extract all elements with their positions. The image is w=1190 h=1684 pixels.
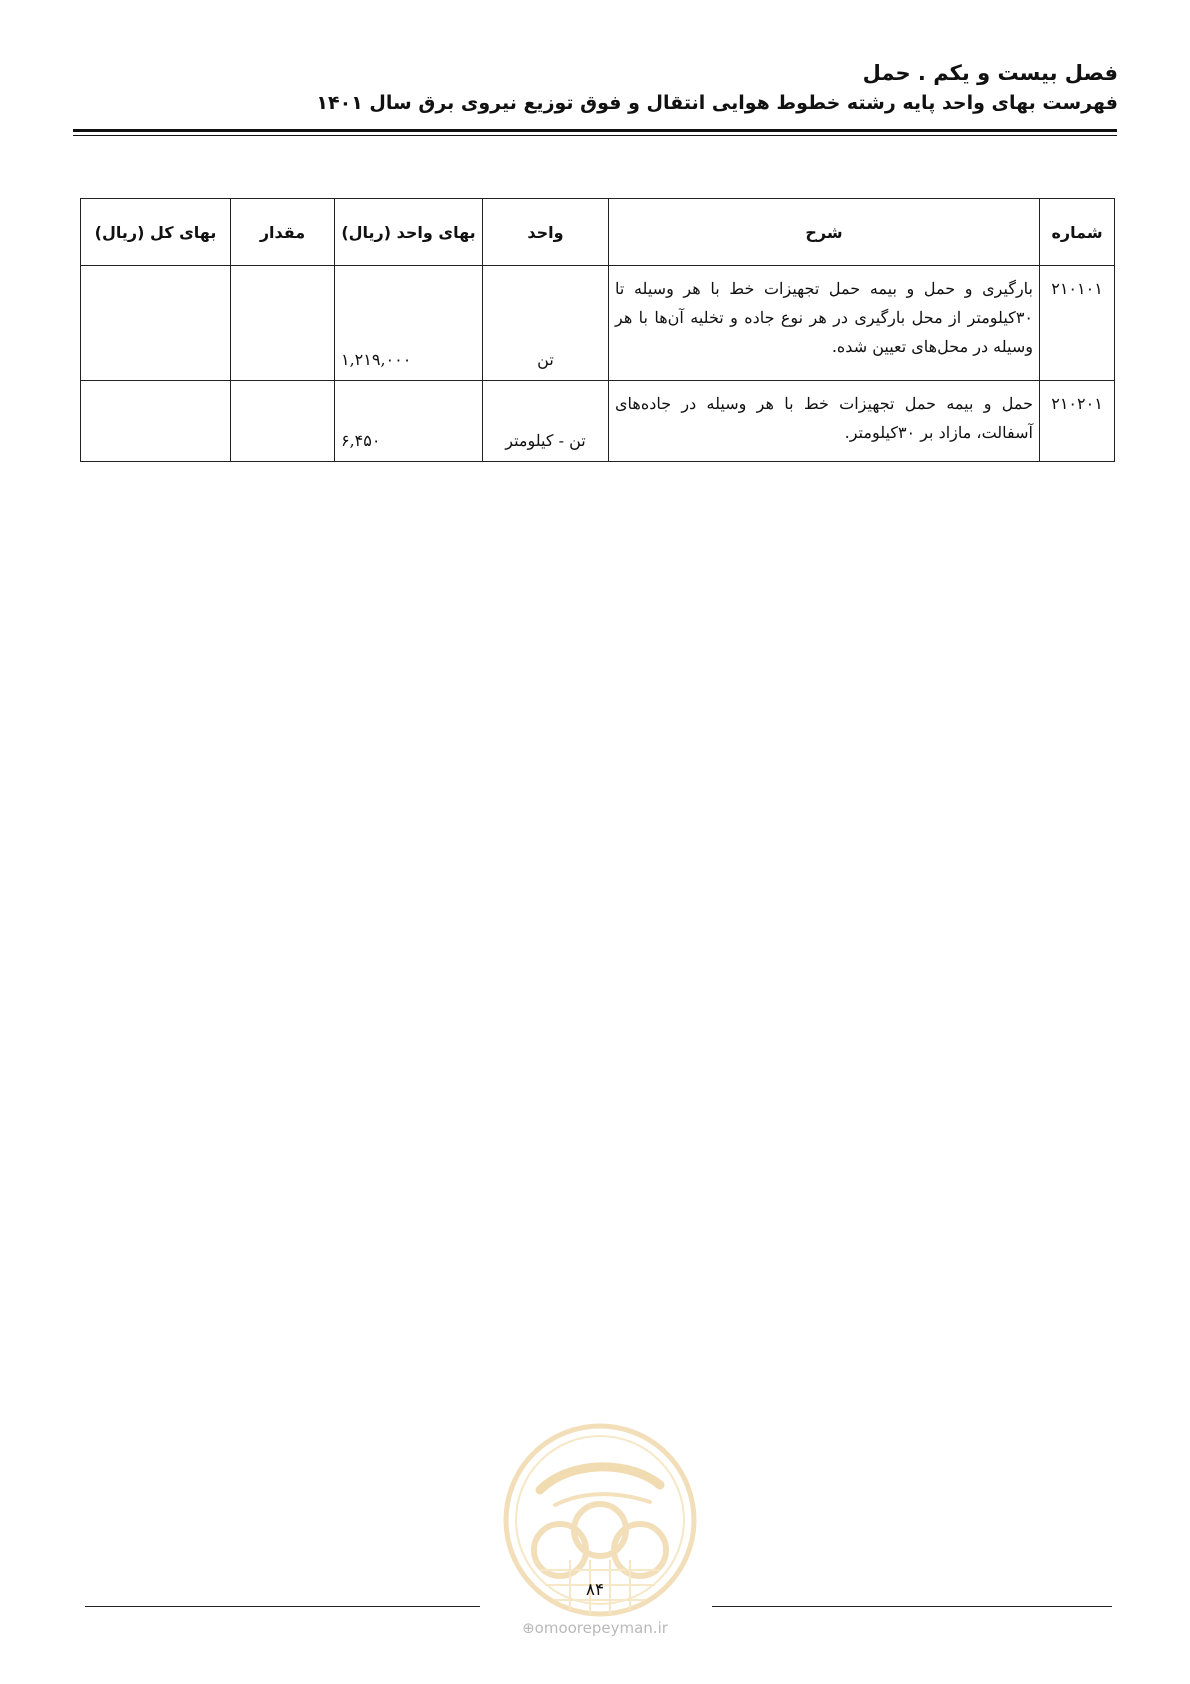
price-table — [80, 198, 1115, 462]
item-unit: تن - کیلومتر — [483, 381, 609, 462]
col-header-quantity: مقدار — [231, 199, 335, 266]
item-quantity[interactable] — [231, 381, 335, 462]
footer-rule-left — [85, 1606, 480, 1607]
item-unit-price: ۶,۴۵۰ — [335, 381, 483, 462]
item-total-price[interactable] — [81, 266, 231, 381]
item-quantity[interactable] — [231, 266, 335, 381]
price-list-title: فهرست بهای واحد پایه رشته خطوط هوایی انتقال و فوق توزیع نیروی برق سال ۱۴۰۱ — [316, 92, 1118, 114]
item-code: ۲۱۰۲۰۱ — [1040, 381, 1115, 462]
page-number: ۸۴ — [585, 1580, 605, 1600]
table-row — [81, 266, 1115, 381]
footer-rule-right — [712, 1606, 1112, 1607]
col-header-code: شماره — [1040, 199, 1115, 266]
header-rule-thick — [73, 129, 1117, 132]
col-header-unit-price: بهای واحد (ریال) — [335, 199, 483, 266]
chapter-title: فصل بیست و یکم . حمل — [862, 61, 1118, 85]
page-header — [72, 58, 1118, 118]
col-header-total-price: بهای کل (ریال) — [81, 199, 231, 266]
globe-icon: ⊕ — [522, 1619, 535, 1637]
table-row — [81, 381, 1115, 462]
site-url[interactable] — [500, 1619, 690, 1637]
item-description: بارگیری و حمل و بیمه حمل تجهیزات خط با هر وسیله تا ۳۰کیلومتر از محل بارگیری در هر نوع جاده و تخلیه آن‌ها با هر وسیله در محل‌های تعیین شده. — [609, 266, 1040, 381]
col-header-unit: واحد — [483, 199, 609, 266]
header-rule-thin — [73, 135, 1117, 136]
site-url-text: omoorepeyman.ir — [534, 1619, 668, 1637]
item-code: ۲۱۰۱۰۱ — [1040, 266, 1115, 381]
col-header-description: شرح — [609, 199, 1040, 266]
item-description: حمل و بیمه حمل تجهیزات خط با هر وسیله در جاده‌های آسفالت، مازاد بر ۳۰کیلومتر. — [609, 381, 1040, 462]
table-header-row — [81, 199, 1115, 266]
item-total-price[interactable] — [81, 381, 231, 462]
item-unit: تن — [483, 266, 609, 381]
item-unit-price: ۱,۲۱۹,۰۰۰ — [335, 266, 483, 381]
